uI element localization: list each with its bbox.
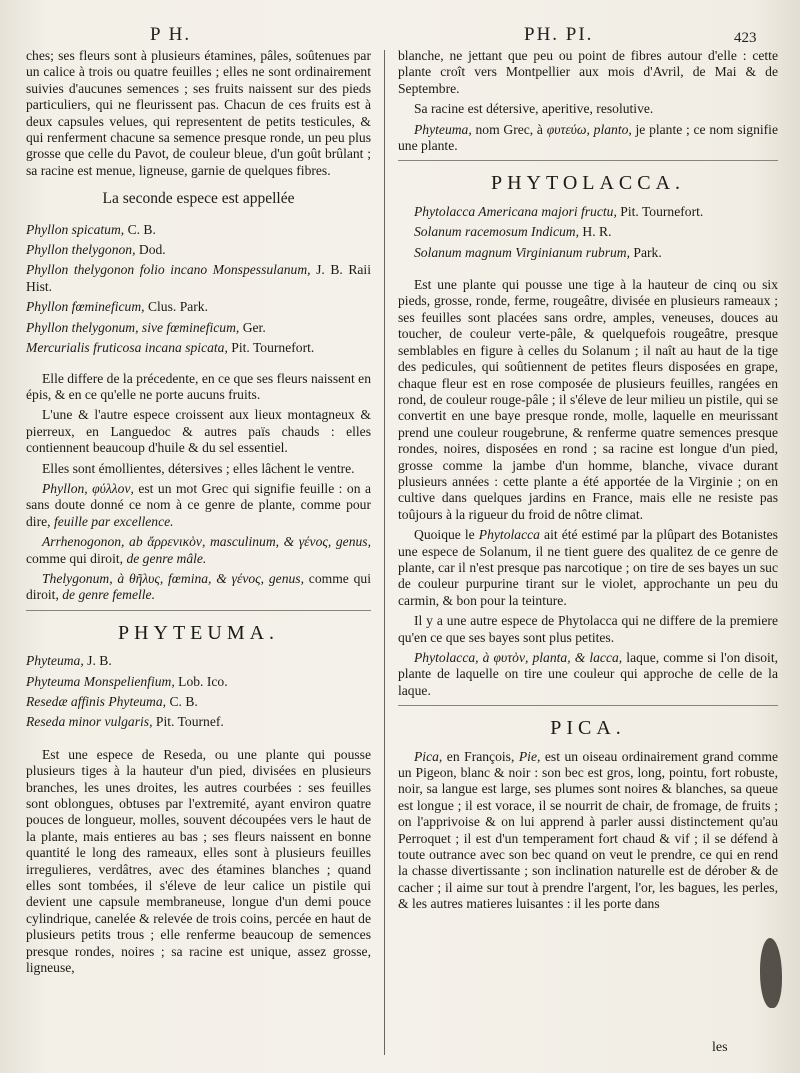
paragraph: [398, 527, 778, 609]
latin-name: Phyllon thelygonon folio incano Monspessulanum,: [26, 262, 311, 278]
column-divider: [384, 50, 385, 1055]
catchword: les: [712, 1040, 728, 1055]
paragraph: Est une espece de Reseda, ou une plante qui pousse plusieurs tiges à la hauteur d'un pied, divisées en plusieurs branches, les unes droites, les autres courbées : ses feuilles sont oblongues, obtuses par l'extremité, ayant environ quatre pouces de longueur, molles, souvent découpées vers le haut de la plante, mais entieres au bas ; ses fleurs naissent en bonne quantité le long des rameaux, elles sont à plusieurs feuilles irregulieres, verdâtres, avec des étamines blanches ; quand elles sont tombées, il s'éleve de leur calice un pistile qui devient une capsule membraneuse, longue d'un demi pouce cylindrique, canelée & relevée de trois coins, percée en haut de plusieurs petits trous ; elle renferme beaucoup de semences presque rondes, noires ; sa racine est unique, assez grosse, ligneuse,: [26, 746, 371, 976]
synonym-entry: [26, 714, 371, 730]
term: de genre mâle.: [126, 550, 207, 566]
latin-name: Mercurialis fruticosa incana spicata,: [26, 340, 228, 356]
term: Pica,: [414, 748, 443, 764]
synonym-entry: [26, 320, 371, 336]
latin-name: Phyteuma,: [26, 653, 84, 669]
latin-name: Phyllon thelygonon,: [26, 242, 136, 258]
text: en François,: [442, 748, 519, 764]
latin-name: Phyllon spicatum,: [26, 221, 125, 237]
text: laque, comme si l'on disoit, plante de laquelle on tire une couleur qui approche de celle de la laque.: [398, 650, 778, 698]
term: feuille par excellence.: [53, 513, 174, 529]
section-heading: PHYTOLACCA.: [490, 172, 686, 195]
paragraph: Il y a une autre espece de Phytolacca qui ne differe de la premiere qu'en ce que ses bayes sont plus petites.: [398, 613, 778, 645]
synonym-entry: [26, 653, 371, 669]
etymology-paragraph: [26, 534, 371, 567]
latin-name: Solanum magnum Virginianum rubrum,: [414, 244, 630, 260]
latin-name: Phytolacca Americana majori fructu,: [414, 203, 617, 219]
latin-name: Solanum racemosum Indicum,: [414, 224, 579, 240]
synonym-entry: [26, 674, 371, 690]
ink-stain: [760, 938, 782, 1008]
synonym-list: [26, 653, 371, 731]
section-rule: [398, 160, 778, 161]
authority: Pit. Tournefort.: [227, 340, 315, 356]
right-column: [398, 48, 778, 917]
authority: J. B. Raii Hist.: [26, 262, 371, 294]
authority: C. B.: [124, 221, 156, 237]
paragraph: Elles sont émollientes, détersives ; elles lâchent le ventre.: [42, 460, 355, 476]
text: ait été estimé par la plûpart des Botanistes une espece de Solanum, il ne tient guere des qualitez de ce genre de plante, car il n'est presque pas narcotique ; on tire de ses bayes un suc de couleur purpurine tirant sur le violet, approchante un peu du carmin, & bon pour la teinture.: [398, 527, 778, 608]
latin-name: Phyteuma Monspelienfium,: [26, 673, 175, 689]
paragraph: Elle differe de la précedente, en ce que ses fleurs naissent en épis, & en ce qu'elle ne porte aucuns fruits.: [26, 370, 371, 402]
latin-name: Phyllon thelygonum, sive fœmineficum,: [26, 319, 240, 335]
synonym-list: [26, 222, 371, 357]
synonym-entry: [26, 340, 371, 356]
paragraph: ches; ses fleurs sont à plusieurs étamines, pâles, soûtenues par un calice à trois ou quatre feuilles ; elles ne sont ordinairement suivies d'aucunes semences ; ses fruits naissent sur des pieds particuliers, qui ne fleurissent pas. Chacun de ces fruits est à deux capsules velues, qui representent de petits testicules, & qui renferment chacune sa semence presque ronde, un peu plus grosse que celle du Pavot, de couleur bleue, d'un goût brûlant ; sa racine est menue, ligneuse, garnie de quelques fibres.: [26, 48, 371, 178]
etymology-paragraph: [398, 122, 778, 155]
synonym-entry: [26, 299, 371, 315]
authority: Dod.: [135, 242, 166, 258]
section-rule: [398, 705, 778, 706]
term: Phytolacca, à φυτὸν, planta, & lacca,: [414, 650, 623, 665]
subheading: La seconde espece est appellée: [102, 190, 295, 208]
term: φυτεύω, planto,: [546, 121, 632, 137]
term: Phyteuma,: [414, 121, 472, 137]
term: de genre femelle.: [62, 587, 155, 603]
authority: Lob. Ico.: [174, 673, 228, 689]
authority: Pit. Tournef.: [152, 714, 224, 730]
section-rule: [26, 610, 371, 611]
running-head-right: PH. PI.: [524, 24, 594, 45]
latin-name: Resedæ affinis Phyteuma,: [26, 694, 167, 709]
running-head-left: P H.: [150, 24, 192, 45]
paragraph: Est une plante qui pousse une tige à la hauteur de cinq ou six pieds, grosse, ronde, ferme, rougeâtre, divisée en plusieurs rameaux ; ses feuilles sont placées sans ordre, amples, veneuses, douces au toucher, de couleur verte-pâle, & quelquefois rougeâtre, presque semblables en figure à celles du Solanum ; il naît au haut de la tige des pedicules, qui soûtiennent de petites fleurs disposées en grape, chaque fleur est en rose composée de plusieurs feuilles, rangées en rond, de couleur rouge-pâle ; il s'éleve de leur milieu un pistile, qui se convertit en une baye presque ronde, molle, laquelle en meurissant prend une couleur rougebrune, & renferme quatre semences presque rondes, noires, disposées en rond ; sa racine est longue d'un pied, grosse comme la jambe d'un homme, blanche, vivace durant plusieurs années : cette plante a été apportée de la Virginie ; on en cultive dans quelques jardins en France, mais elle ne resiste pas toûjours à la rigueur du froid de nôtre climat.: [398, 277, 778, 522]
authority: H. R.: [579, 224, 612, 240]
authority: Clus. Park.: [144, 299, 209, 315]
paragraph: [398, 749, 778, 913]
synonym-list: [398, 204, 778, 261]
term: Arrhenogonon, ab ἄρρενικὸν, masculinum, & γένος, genus,: [42, 534, 371, 550]
section-heading: PICA.: [550, 717, 626, 740]
text: est un oiseau ordinairement grand comme un Pigeon, blanc & noir : son bec est gros, long, pointu, fort robuste, noir, sa langue est large, ses plumes sont noires & blanches, sa queue est longue ; il est vorace, il se nourrit de chair, de fromage, de fruits ; on l'apprivoise & on lui apprend à parler aussi distinctement qu'au Perroquet ; il est d'un temperament fort chaud & vif ; il se défend à toute outrance avec son bec quand on veut le prendre, ce qui en rend la chasse divertissante ; son inclination naturelle est de dérober & de cacher ; il aime sur tout à prendre l'argent, l'or, les bagues, les perles, & les autres matieres luisantes : il les porte dans: [398, 748, 778, 912]
text: comme qui diroit,: [26, 570, 371, 603]
authority: Ger.: [239, 319, 266, 335]
synonym-entry: [398, 224, 778, 240]
authority: Pit. Tournefort.: [616, 203, 704, 219]
synonym-entry: [26, 242, 371, 258]
section-heading: PHYTEUMA.: [117, 621, 280, 644]
authority: Park.: [630, 244, 662, 260]
term: Phyllon, φύλλον,: [42, 480, 134, 496]
etymology-paragraph: [26, 571, 371, 604]
paragraph: Sa racine est détersive, aperitive, resolutive.: [414, 101, 654, 117]
synonym-entry: [26, 222, 371, 238]
etymology-paragraph: [398, 650, 778, 699]
text: nom Grec, à: [471, 121, 547, 137]
latin-name: Reseda minor vulgaris,: [26, 714, 153, 730]
text: Quoique le: [414, 527, 479, 543]
synonym-entry: [26, 694, 371, 710]
term: Phytolacca: [478, 527, 540, 543]
authority: J. B.: [83, 653, 112, 669]
paragraph: blanche, ne jettant que peu ou point de fibres autour d'elle : cette plante croît vers Montpellier aux mois d'Avril, de Mai & de Septembre.: [398, 48, 778, 96]
paragraph: L'une & l'autre espece croissent aux lieux montagneux & pierreux, en Languedoc & autres païs chauds : elles contiennent beaucoup d'huile & du sel essentiel.: [26, 407, 371, 456]
term: Pie,: [518, 748, 541, 764]
etymology-paragraph: [26, 481, 371, 530]
text: comme qui diroit,: [26, 550, 127, 566]
text: est un mot Grec qui signifie feuille : on a sans doute donné ce nom à ce genre de plante, comme pour dire,: [26, 480, 371, 529]
synonym-entry: [26, 262, 371, 295]
authority: C. B.: [166, 694, 198, 709]
text: je plante ; ce nom signifie une plante.: [398, 121, 778, 154]
term: Thelygonum, à θῆλυς, fœmina, & γένος, genus,: [42, 570, 304, 586]
latin-name: Phyllon fœmineficum,: [26, 299, 145, 315]
synonym-entry: [398, 245, 778, 261]
page-number: 423: [734, 30, 757, 46]
synonym-entry: [398, 204, 778, 220]
left-column: [26, 48, 371, 981]
